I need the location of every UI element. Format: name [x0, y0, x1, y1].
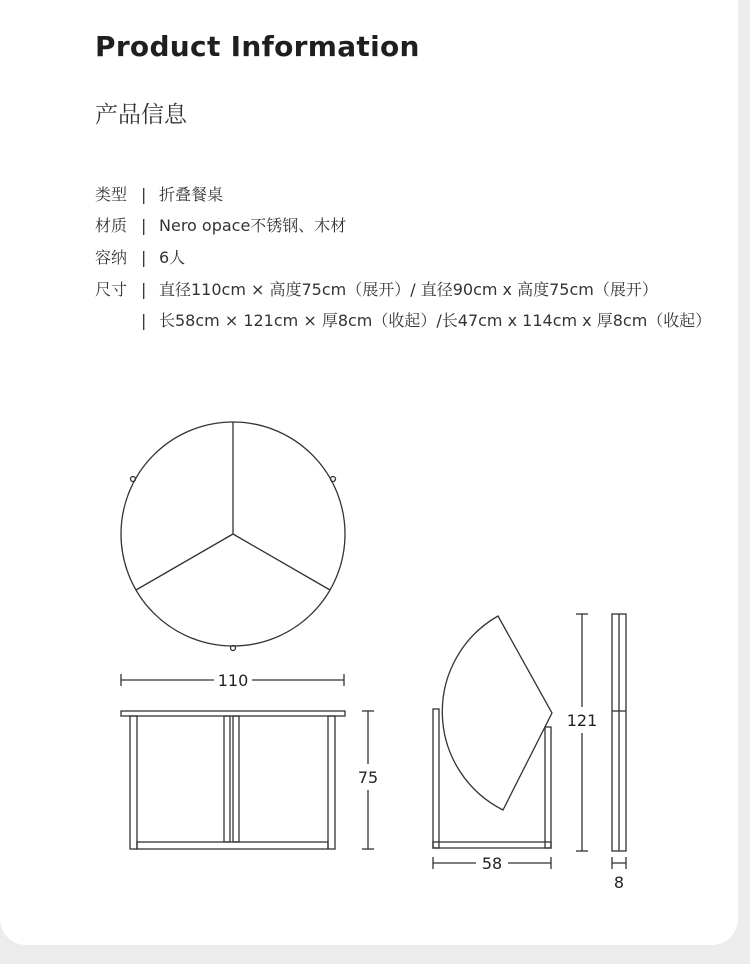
thickness-dimension [612, 857, 626, 869]
folded-edge-view [612, 614, 626, 851]
spec-separator: | [141, 185, 147, 204]
dim-label-folded-height: 121 [566, 711, 598, 730]
base-frame [137, 842, 328, 849]
page-title: Product Information [95, 30, 420, 63]
folded-base [433, 842, 551, 848]
dim-label-width: 110 [217, 671, 249, 690]
leg-right-outer [328, 716, 335, 849]
folded-leg-left [433, 709, 439, 848]
folded-side-view [433, 616, 552, 848]
spec-separator: | [141, 280, 147, 299]
page-subtitle: 产品信息 [95, 102, 187, 128]
spec-label: 类型 [95, 185, 128, 204]
folded-leg-right [545, 727, 551, 848]
spec-label: 材质 [95, 216, 128, 235]
dim-label-folded-width: 58 [481, 854, 503, 873]
spec-separator: | [141, 248, 147, 267]
spec-value: 直径110cm × 高度75cm（展开）/ 直径90cm x 高度75cm（展开） [159, 280, 658, 299]
spec-value: 6人 [159, 248, 186, 267]
dim-label-thickness: 8 [613, 873, 625, 892]
table-top-view [121, 422, 345, 651]
spec-value: 长58cm × 121cm × 厚8cm（收起）/长47cm x 114cm x 厚8cm（收起） [159, 311, 712, 330]
spec-value: 折叠餐桌 [159, 185, 224, 204]
spec-separator: | [141, 216, 147, 235]
spec-value: Nero opace不锈钢、木材 [159, 216, 347, 235]
leg-center-right [233, 716, 239, 842]
leg-center-left [224, 716, 230, 842]
table-front-view [121, 711, 345, 849]
spec-label: 容纳 [95, 248, 128, 267]
tabletop-edge [121, 711, 345, 716]
leaf-seam-right [233, 534, 330, 590]
dim-label-height: 75 [357, 768, 379, 787]
spec-label: 尺寸 [95, 280, 128, 299]
folded-leaves [442, 616, 552, 810]
leaf-seam-left [136, 534, 233, 590]
folded-height-dimension [576, 614, 588, 851]
leg-left-outer [130, 716, 137, 849]
spec-separator: | [141, 311, 147, 330]
